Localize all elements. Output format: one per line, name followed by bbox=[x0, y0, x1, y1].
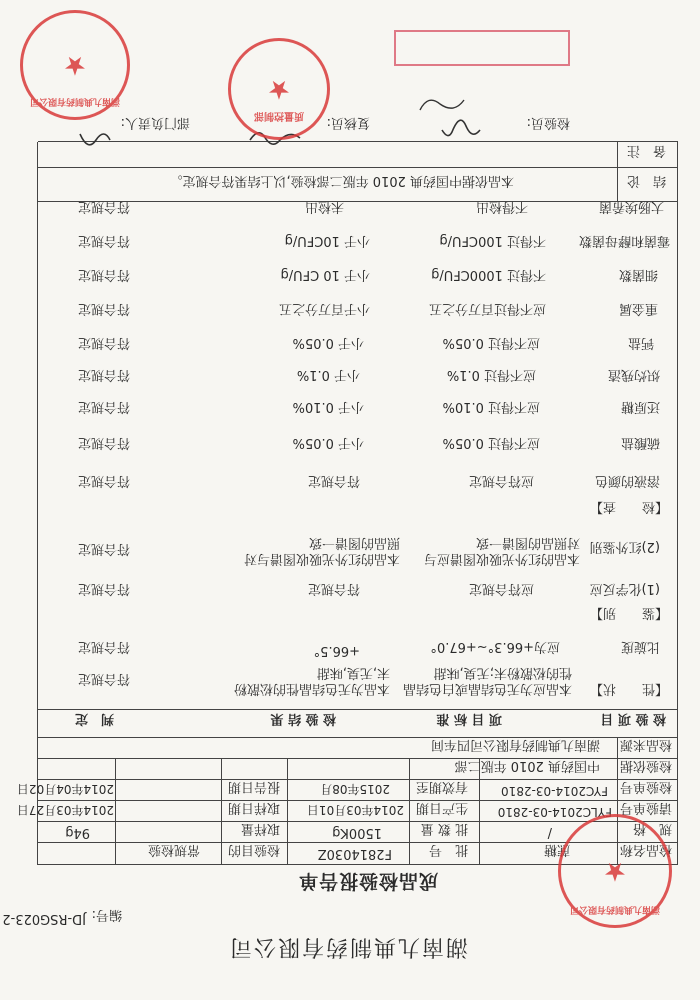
product-name-label: 检品名称 bbox=[619, 842, 672, 857]
reducing-sugar-result: 小于 0.10% bbox=[292, 399, 364, 414]
quantity: 1500Kg bbox=[332, 825, 382, 840]
ident2-item: (2)红外鉴别 bbox=[589, 539, 660, 554]
seal-star-icon: ★ bbox=[603, 856, 627, 886]
ident2-result-1: 本品的红外光吸收图谱与对 bbox=[243, 551, 400, 566]
reducing-sugar-judgment: 符合规定 bbox=[77, 399, 130, 414]
calcium-judgment: 符合规定 bbox=[77, 335, 130, 350]
mold-item: 霉菌和酵母菌数 bbox=[578, 233, 670, 248]
report-date-label: 报告日期 bbox=[227, 779, 280, 794]
heavy-metals-item: 重金属 bbox=[618, 301, 658, 316]
solution-color-result: 符合规定 bbox=[307, 473, 360, 488]
ignition-standard: 应不得过 0.1% bbox=[446, 367, 536, 382]
character-result-2: 末,无臭,味甜 bbox=[316, 665, 390, 680]
sample-qty-label: 取样量 bbox=[240, 821, 280, 836]
ecoli-result: 未检出 bbox=[304, 199, 344, 214]
prod-date-label: 生产日期 bbox=[415, 800, 468, 815]
ident1-judgment: 符合规定 bbox=[77, 581, 130, 596]
expiry-label: 有效期至 bbox=[415, 779, 468, 794]
ident1-item: (1)化学反应 bbox=[589, 581, 660, 596]
remarks-label: 备 注 bbox=[626, 143, 666, 158]
sulfate-result: 小于 0.05% bbox=[292, 435, 364, 450]
calcium-result: 小于 0.05% bbox=[292, 335, 364, 350]
ident2-judgment: 符合规定 bbox=[77, 541, 130, 556]
company-name: 湖南九典制药有限公司 bbox=[227, 934, 468, 959]
bacteria-result: 小于 10 CFU/g bbox=[280, 267, 370, 282]
ident1-result: 符合规定 bbox=[307, 581, 360, 596]
report-date: 2014年04月02日 bbox=[16, 782, 114, 796]
reducing-sugar-standard: 应不得过 0.10% bbox=[442, 399, 540, 414]
conclusion-label: 结 论 bbox=[626, 173, 666, 188]
qc-seal bbox=[228, 38, 330, 140]
report-title: 成品检验报告单 bbox=[297, 870, 438, 892]
prod-date: 2014年03月01日 bbox=[306, 803, 404, 817]
heavy-metals-result: 小于百万分之五 bbox=[278, 301, 370, 316]
seal-star-icon-2: ★ bbox=[63, 50, 87, 80]
quantity-label: 批 数 量 bbox=[420, 821, 468, 836]
calcium-standard: 应不得过 0.05% bbox=[442, 335, 540, 350]
request-no-label: 请验单号 bbox=[619, 800, 672, 815]
source: 湖南九典制药有限公司四车间 bbox=[430, 737, 600, 752]
reducing-sugar-item: 还原糖 bbox=[620, 399, 660, 414]
batch-no-label: 批 号 bbox=[428, 842, 468, 857]
seal-text-a: 湖南九典制药有限公司 bbox=[570, 904, 661, 914]
mold-result: 小于 10CFU/g bbox=[284, 233, 370, 248]
sulfate-item: 硫酸盐 bbox=[620, 435, 660, 450]
company-seal-bottom bbox=[558, 814, 672, 928]
spec: / bbox=[547, 825, 552, 840]
optical-result: +66.5° bbox=[313, 643, 360, 658]
product-name: 蔗糖 bbox=[543, 842, 570, 857]
dept-head-label: 部门负责人: bbox=[120, 115, 190, 130]
header-standard: 项 目 标 准 bbox=[436, 711, 502, 726]
header-item: 检 验 项 目 bbox=[600, 711, 666, 726]
ident2-standard-2: 对照品的图谱一致 bbox=[475, 535, 580, 550]
company-seal-top bbox=[20, 10, 130, 120]
purpose: 常规检验 bbox=[147, 842, 200, 857]
optical-standard: 应为+66.3°~+67.0° bbox=[430, 639, 560, 654]
expiry: 2015年08月 bbox=[320, 782, 390, 796]
character-standard-2: 性的松散粉末;无臭,味甜 bbox=[433, 665, 572, 680]
solution-color-item: 溶液的颜色 bbox=[594, 473, 660, 488]
sampling-date: 2014年03月27日 bbox=[16, 803, 114, 817]
seal-text-b: 湖南九典制药有限公司 bbox=[30, 96, 121, 106]
conclusion-text: 本品依据中国药典 2010 年版二部检验,以上结果符合规定。 bbox=[169, 173, 514, 188]
section-tests: 【检 查】 bbox=[589, 499, 668, 514]
mold-judgment: 符合规定 bbox=[77, 233, 130, 248]
solution-color-standard: 应符合规定 bbox=[468, 473, 534, 488]
basis: 中国药典 2010 年版二部 bbox=[454, 758, 600, 773]
qc-seal-star-icon: ★ bbox=[267, 74, 291, 104]
bacteria-item: 细菌数 bbox=[618, 267, 658, 282]
section-character: 【性 状】 bbox=[589, 681, 668, 696]
ecoli-judgment: 符合规定 bbox=[77, 199, 130, 214]
calcium-item: 钙盐 bbox=[627, 335, 654, 350]
batch-no: F2814030Z bbox=[317, 846, 392, 861]
qc-seal-text: 质量控制部 bbox=[254, 110, 304, 121]
test-no-label: 检验单号 bbox=[619, 779, 672, 794]
ident1-standard: 应符合规定 bbox=[468, 581, 534, 596]
ignition-judgment: 符合规定 bbox=[77, 367, 130, 382]
sample-qty: 94g bbox=[65, 825, 90, 840]
ignition-item: 炽灼残渣 bbox=[607, 367, 660, 382]
mold-standard: 不得过 100CFU/g bbox=[439, 233, 546, 248]
sulfate-judgment: 符合规定 bbox=[77, 435, 130, 450]
pink-rect-stamp bbox=[394, 30, 570, 66]
solution-color-judgment: 符合规定 bbox=[77, 473, 130, 488]
ident2-result-2: 照品的图谱一致 bbox=[308, 535, 400, 550]
ignition-result: 小于 0.1% bbox=[296, 367, 360, 382]
inspector-label: 检验员: bbox=[526, 115, 570, 130]
source-label: 检品来源 bbox=[619, 737, 672, 752]
character-result-1: 本品为无色结晶性的松散粉 bbox=[233, 681, 390, 696]
request-no: FYLC2014-03-2810 bbox=[497, 805, 612, 819]
header-judgment: 判 定 bbox=[74, 711, 114, 726]
ecoli-item: 大肠埃希菌 bbox=[598, 199, 664, 214]
test-no: FYC2014-03-2810 bbox=[501, 784, 608, 798]
section-identification: 【鉴 别】 bbox=[589, 605, 668, 620]
doc-number-label: 编号: bbox=[91, 907, 122, 922]
reviewer-label: 复核员: bbox=[326, 115, 370, 130]
spec-label: 规 格 bbox=[632, 821, 672, 836]
bacteria-judgment: 符合规定 bbox=[77, 267, 130, 282]
optical-judgment: 符合规定 bbox=[77, 639, 130, 654]
sampling-date-label: 取样日期 bbox=[227, 800, 280, 815]
character-standard-1: 本品应为无色结晶或白色结晶 bbox=[402, 681, 572, 696]
ecoli-standard: 不得检出 bbox=[475, 199, 528, 214]
header-result: 检 验 结 果 bbox=[270, 711, 336, 726]
ident2-standard-1: 本品的红外光吸收图谱应与 bbox=[423, 551, 580, 566]
bacteria-standard: 不得过 1000CFU/g bbox=[431, 267, 546, 282]
doc-number: JD-RSG023-2 bbox=[2, 911, 86, 926]
heavy-metals-standard: 应不得过百万分之五 bbox=[428, 301, 546, 316]
character-judgment: 符合规定 bbox=[77, 671, 130, 686]
purpose-label: 检验目的 bbox=[227, 842, 280, 857]
sulfate-standard: 应不得过 0.05% bbox=[442, 435, 540, 450]
optical-item: 比旋度 bbox=[620, 639, 660, 654]
basis-label: 检验依据 bbox=[619, 758, 672, 773]
heavy-metals-judgment: 符合规定 bbox=[77, 301, 130, 316]
